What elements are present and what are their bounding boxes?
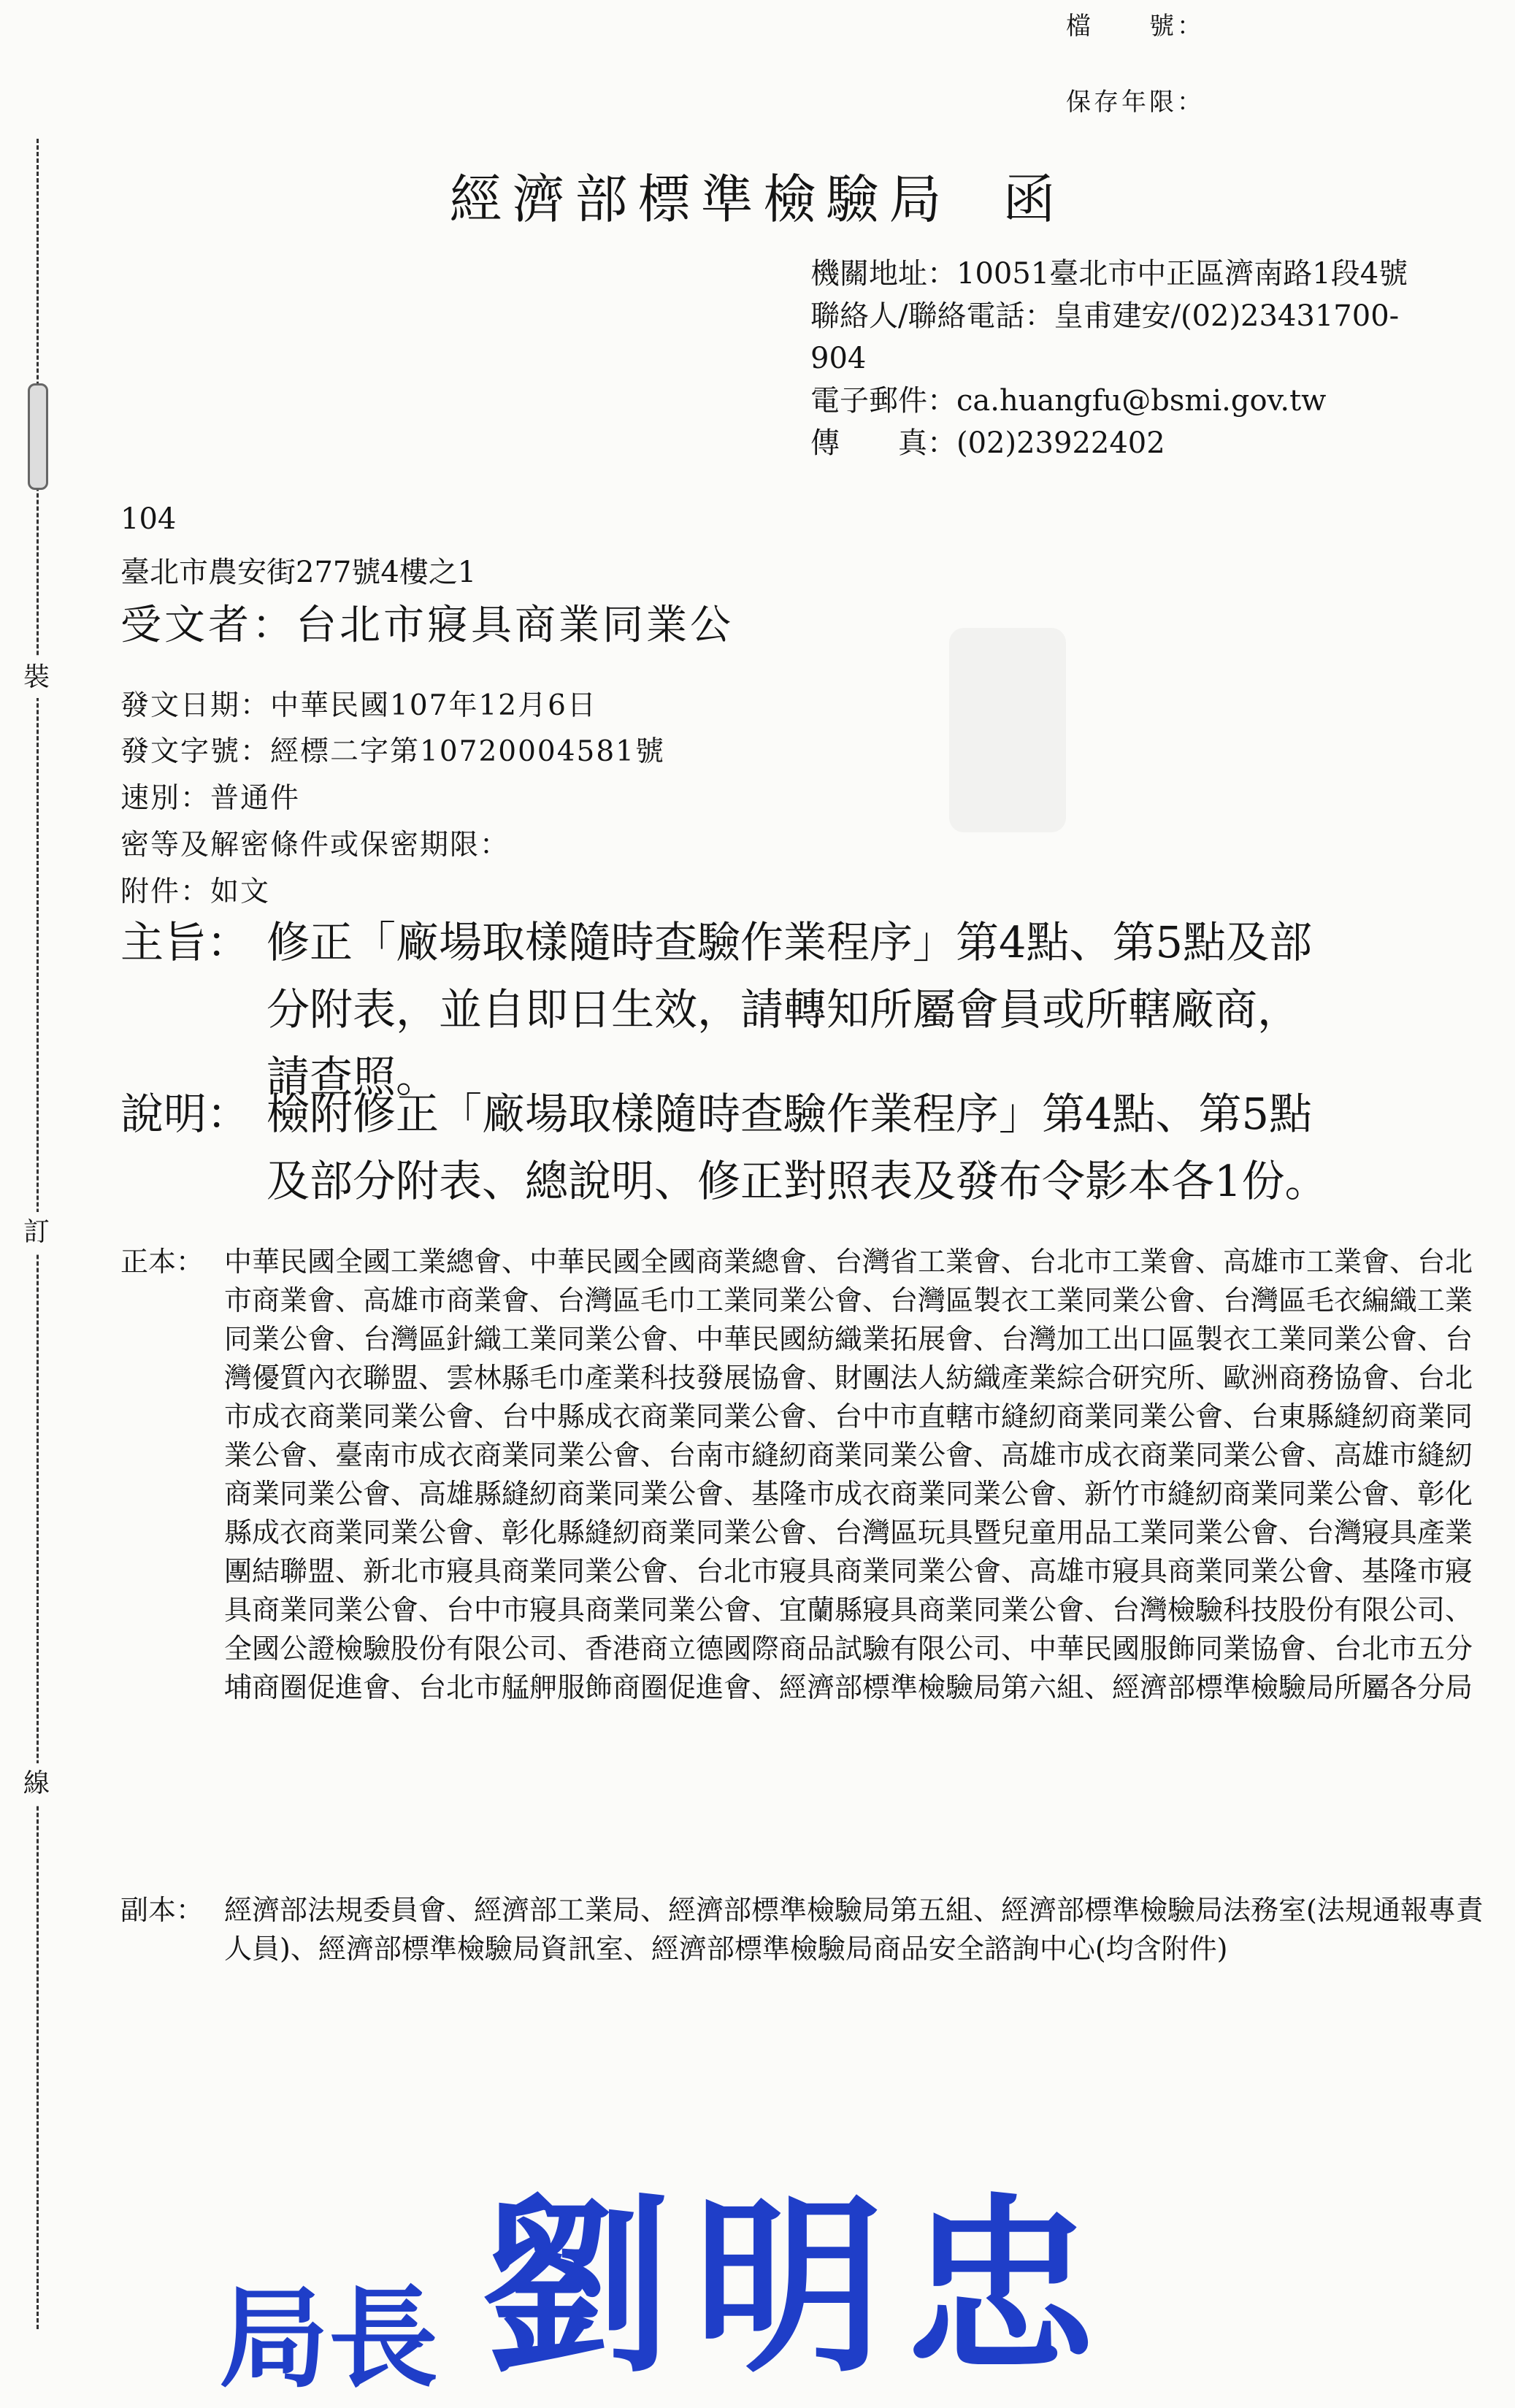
contact-person-ext: 904 bbox=[810, 342, 867, 375]
subject-label: 主旨： bbox=[120, 917, 250, 967]
contact-fax: 傳 真：(02)23922402 bbox=[810, 426, 1165, 460]
subject-line: 分附表，並自即日生效，請轉知所屬會員或所轄廠商， bbox=[266, 984, 1301, 1035]
agency-address: 機關地址：10051臺北市中正區濟南路1段4號 bbox=[810, 257, 1408, 291]
original-copy-recipients: 中華民國全國工業總會、中華民國全國商業總會、台灣省工業會、台北市工業會、高雄市工業會、台北市商業會、高雄市商業會、台灣區毛巾工業同業公會、台灣區製衣工業同業公會、台灣區毛衣編織工業同業公會、台灣區針織工業同業公會、中華民國紡織業拓展會、台灣加工出口區製衣工業同業公會、台灣優質內衣聯盟、雲林縣毛巾產業科技發展協會、財團法人紡織產業綜合研究所、歐洲商務協會、台北市成衣商業同業公會、台中縣成衣商業同業公會、台中市直轄市縫紉商業同業公會、台東縣縫紉商業同業公會、臺南市成衣商業同業公會、台南市縫紉商業同業公會、高雄市成衣商業同業公會、高雄市縫紉商業同業公會、高雄縣縫紉商業同業公會、基隆市成衣商業同業公會、新竹市縫紉商業同業公會、彰化縣成衣商業同業公會、彰化縣縫紉商業同業公會、台灣區玩具暨兒童用品工業同業公會、台灣寢具產業團結聯盟、新北市寢具商業同業公會、台北市寢具商業同業公會、高雄市寢具商業同業公會、基隆市寢具商業同業公會、台中市寢具商業同業公會、宜蘭縣寢具商業同業公會、台灣檢驗科技股份有限公司、全國公證檢驗股份有限公司、香港商立德國際商品試驗有限公司、中華民國服飾同業協會、台北市五分埔商圈促進會、台北市艋舺服飾商圈促進會、經濟部標準檢驗局第六組、經濟部標準檢驗局所屬各分局 bbox=[224, 1246, 1473, 1703]
contact-block bbox=[810, 253, 1408, 464]
explanation-label: 說明： bbox=[120, 1089, 250, 1139]
secrecy-level: 密等及解密條件或保密期限： bbox=[120, 829, 510, 862]
director-title: 局長 bbox=[219, 2276, 439, 2403]
original-copy-label: 正本： bbox=[120, 1246, 204, 1278]
recipient-street: 臺北市農安街277號4樓之1 bbox=[120, 556, 477, 589]
duplicate-copy-section bbox=[120, 1891, 1500, 1968]
binding-mark-zhuang: 裝 bbox=[16, 657, 57, 698]
document-title bbox=[0, 157, 1515, 233]
explanation-section bbox=[120, 1081, 1493, 1215]
explanation-line: 檢附修正「廠場取樣隨時查驗作業程序」第4點、第5點 bbox=[266, 1089, 1313, 1139]
staple bbox=[28, 383, 48, 490]
duplicate-copy-recipients: 經濟部法規委員會、經濟部工業局、經濟部標準檢驗局第五組、經濟部標準檢驗局法務室(法規通報專責人員)、經濟部標準檢驗局資訊室、經濟部標準檢驗局商品安全諮詢中心(均含附件) bbox=[224, 1894, 1484, 1965]
recipient: 受文者：台北市寢具商業同業公 bbox=[120, 602, 734, 649]
binding-mark-xian: 線 bbox=[16, 1763, 57, 1804]
director-signature-stamp bbox=[219, 2136, 1117, 2408]
document-number: 發文字號：經標二字第10720004581號 bbox=[120, 735, 665, 768]
contact-person: 聯絡人/聯絡電話：皇甫建安/(02)23431700- bbox=[810, 299, 1400, 333]
agency-name: 經濟部標準檢驗局 bbox=[449, 169, 952, 230]
retention-period-label: 保存年限： bbox=[1066, 88, 1205, 117]
duplicate-copy-label: 副本： bbox=[120, 1894, 204, 1926]
delivery-speed: 速別：普通件 bbox=[120, 782, 301, 815]
scan-smudge bbox=[949, 628, 1066, 832]
doc-type: 函 bbox=[1002, 169, 1066, 230]
subject-line: 修正「廠場取樣隨時查驗作業程序」第4點、第5點及部 bbox=[266, 917, 1313, 967]
subject-line: 請查照。 bbox=[266, 1051, 440, 1102]
issue-date: 發文日期：中華民國107年12月6日 bbox=[120, 689, 597, 722]
binding-mark-ding: 訂 bbox=[16, 1212, 57, 1253]
attachments: 附件：如文 bbox=[120, 875, 271, 908]
director-name: 劉明忠 bbox=[482, 2178, 1118, 2399]
postal-code: 104 bbox=[120, 502, 177, 536]
explanation-line: 及部分附表、總說明、修正對照表及發布令影本各1份。 bbox=[266, 1156, 1328, 1206]
contact-email: 電子郵件：ca.huangfu@bsmi.gov.tw bbox=[810, 384, 1327, 418]
original-copy-section bbox=[120, 1243, 1500, 1707]
file-number-label: 檔 號： bbox=[1066, 12, 1205, 41]
